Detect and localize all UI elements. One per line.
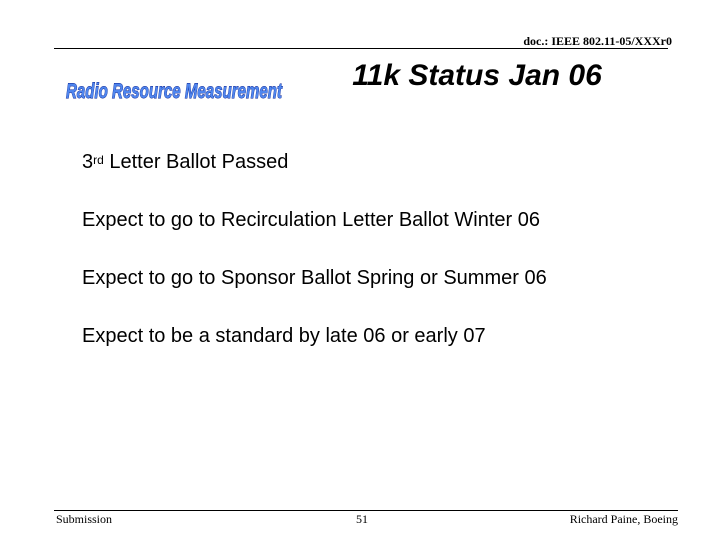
footer-author: Richard Paine, Boeing [569,512,678,526]
bullet-list [82,148,682,380]
bullet-item [82,206,682,234]
bullet-item [82,148,682,176]
bullet-ordinal-number: 3 [82,151,94,173]
slide-title-text: 11k Status Jan 06 [346,59,608,92]
bullet-text: Expect to go to Sponsor Ballot Spring or Summer 06 [82,267,547,289]
header-divider [54,48,668,49]
footer-divider [54,510,678,511]
logo-text: Radio Resource Measurement [66,80,283,103]
bullet-text: Letter Ballot Passed [103,151,289,173]
bullet-text: Expect to go to Recirculation Letter Ballot Winter 06 [82,209,541,231]
bullet-text: Expect to be a standard by late 06 or early 07 [82,325,486,347]
document-id: doc.: IEEE 802.11-05/XXXr0 [523,34,672,48]
bullet-item [82,264,682,292]
bullet-item [82,322,682,350]
radio-resource-measurement-logo [66,76,284,104]
page-number: 51 [356,512,368,526]
footer-submission-label: Submission [56,512,113,526]
bullet-ordinal-suffix: rd [93,153,104,167]
slide-title [300,54,654,98]
